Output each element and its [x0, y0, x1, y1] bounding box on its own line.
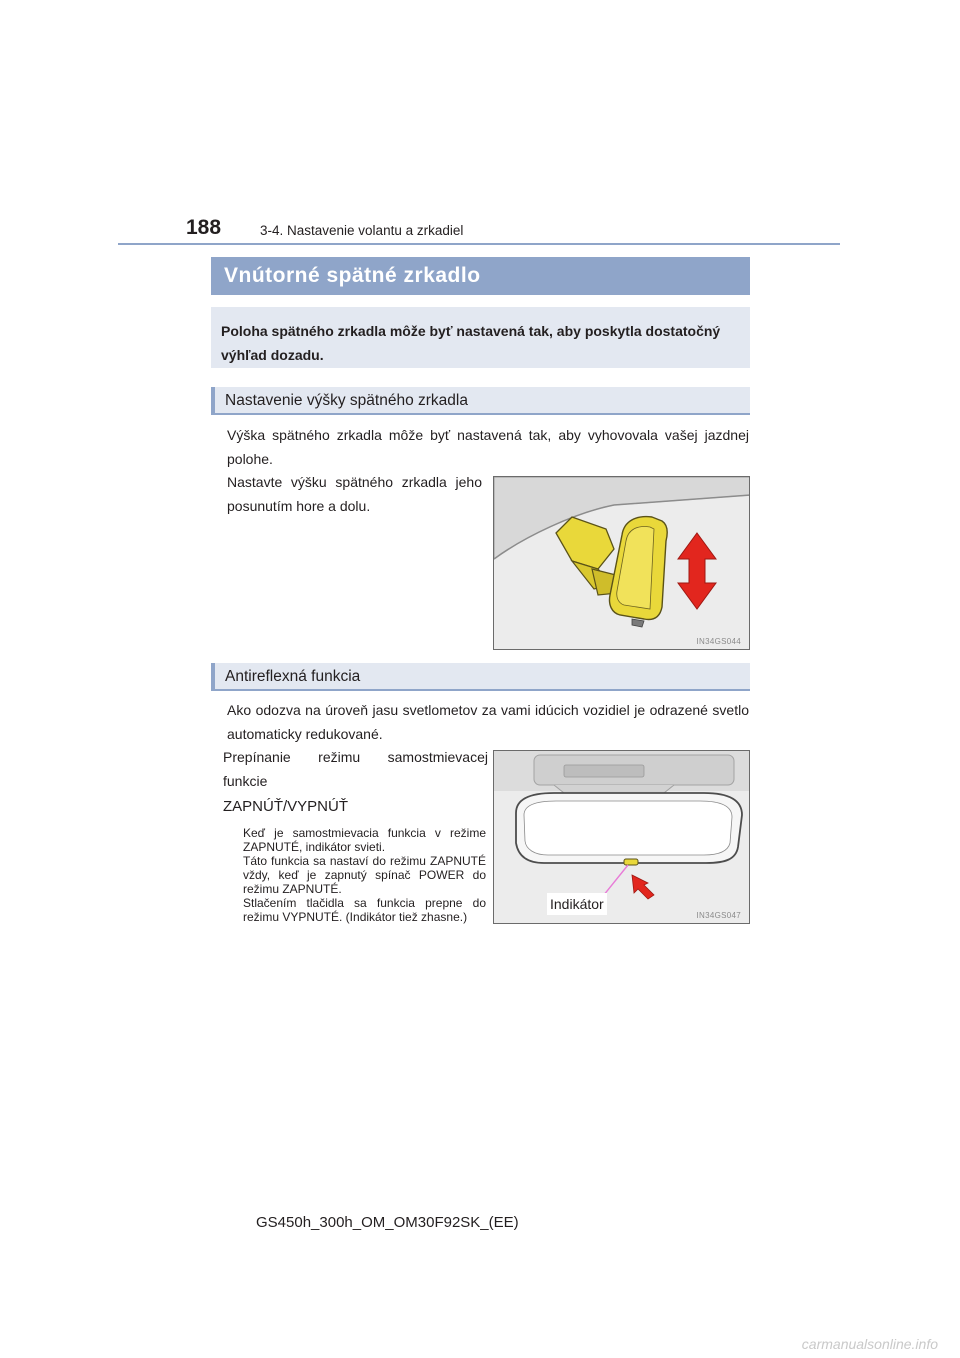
mirror-height-illustration — [494, 477, 750, 650]
rearview-mirror-illustration — [494, 751, 750, 924]
up-down-arrow-icon — [678, 533, 716, 609]
subheading-height-adjust: Nastavenie výšky spätného zrkadla — [211, 387, 750, 415]
height-adjust-instruction: Nastavte výšku spätného zrkadla jeho posunutím hore a dolu. — [227, 474, 482, 514]
on-off-label: ZAPNÚŤ/VYPNÚŤ — [223, 798, 349, 815]
document-code: GS450h_300h_OM_OM30F92SK_(EE) — [256, 1214, 519, 1231]
figure-code: IN34GS044 — [696, 637, 741, 646]
rearview-mirror — [516, 793, 742, 865]
section-title: Vnútorné spätné zrkadlo — [211, 257, 750, 295]
antiglare-notes — [243, 826, 486, 924]
antiglare-text: Ako odozva na úroveň jasu svetlometov za vami idúcich vozidiel je odrazené svetlo automaticky redukované. — [227, 702, 749, 742]
button-arrow-icon — [632, 875, 654, 899]
note-item: Stlačením tlačidla sa funkcia prepne do režimu VYPNUTÉ. (Indikátor tiež zhasne.) — [243, 896, 486, 924]
intro-box — [211, 307, 750, 368]
subheading-antiglare: Antireflexná funkcia — [211, 663, 750, 691]
mirror-body — [609, 517, 667, 627]
intro-text: Poloha spätného zrkadla môže byť nastavená tak, aby poskytla dostatočný výhľad dozadu. — [221, 323, 721, 363]
watermark: carmanualsonline.info — [801, 1336, 938, 1352]
mirror-mount — [556, 517, 618, 595]
page-number: 188 — [186, 216, 222, 239]
height-adjust-text: Výška spätného zrkadla môže byť nastavená tak, aby vyhovovala vašej jazdnej polohe. — [227, 427, 749, 467]
figure-code: IN34GS047 — [696, 911, 741, 920]
indicator-callout: Indikátor — [547, 893, 607, 915]
dimming-mode-text: Prepínanie režimu samostmievacej funkcie — [223, 749, 488, 789]
note-item: Táto funkcia sa nastaví do režimu ZAPNUTÉ vždy, keď je zapnutý spínač POWER do režimu ZAPNUTÉ. — [243, 854, 486, 896]
mirror-height-figure — [493, 476, 750, 650]
chapter-title: 3-4. Nastavenie volantu a zrkadiel — [260, 223, 464, 238]
antiglare-figure — [493, 750, 750, 924]
note-item: Keď je samostmievacia funkcia v režime ZAPNUTÉ, indikátor svieti. — [243, 826, 486, 854]
header-rule — [118, 243, 840, 245]
